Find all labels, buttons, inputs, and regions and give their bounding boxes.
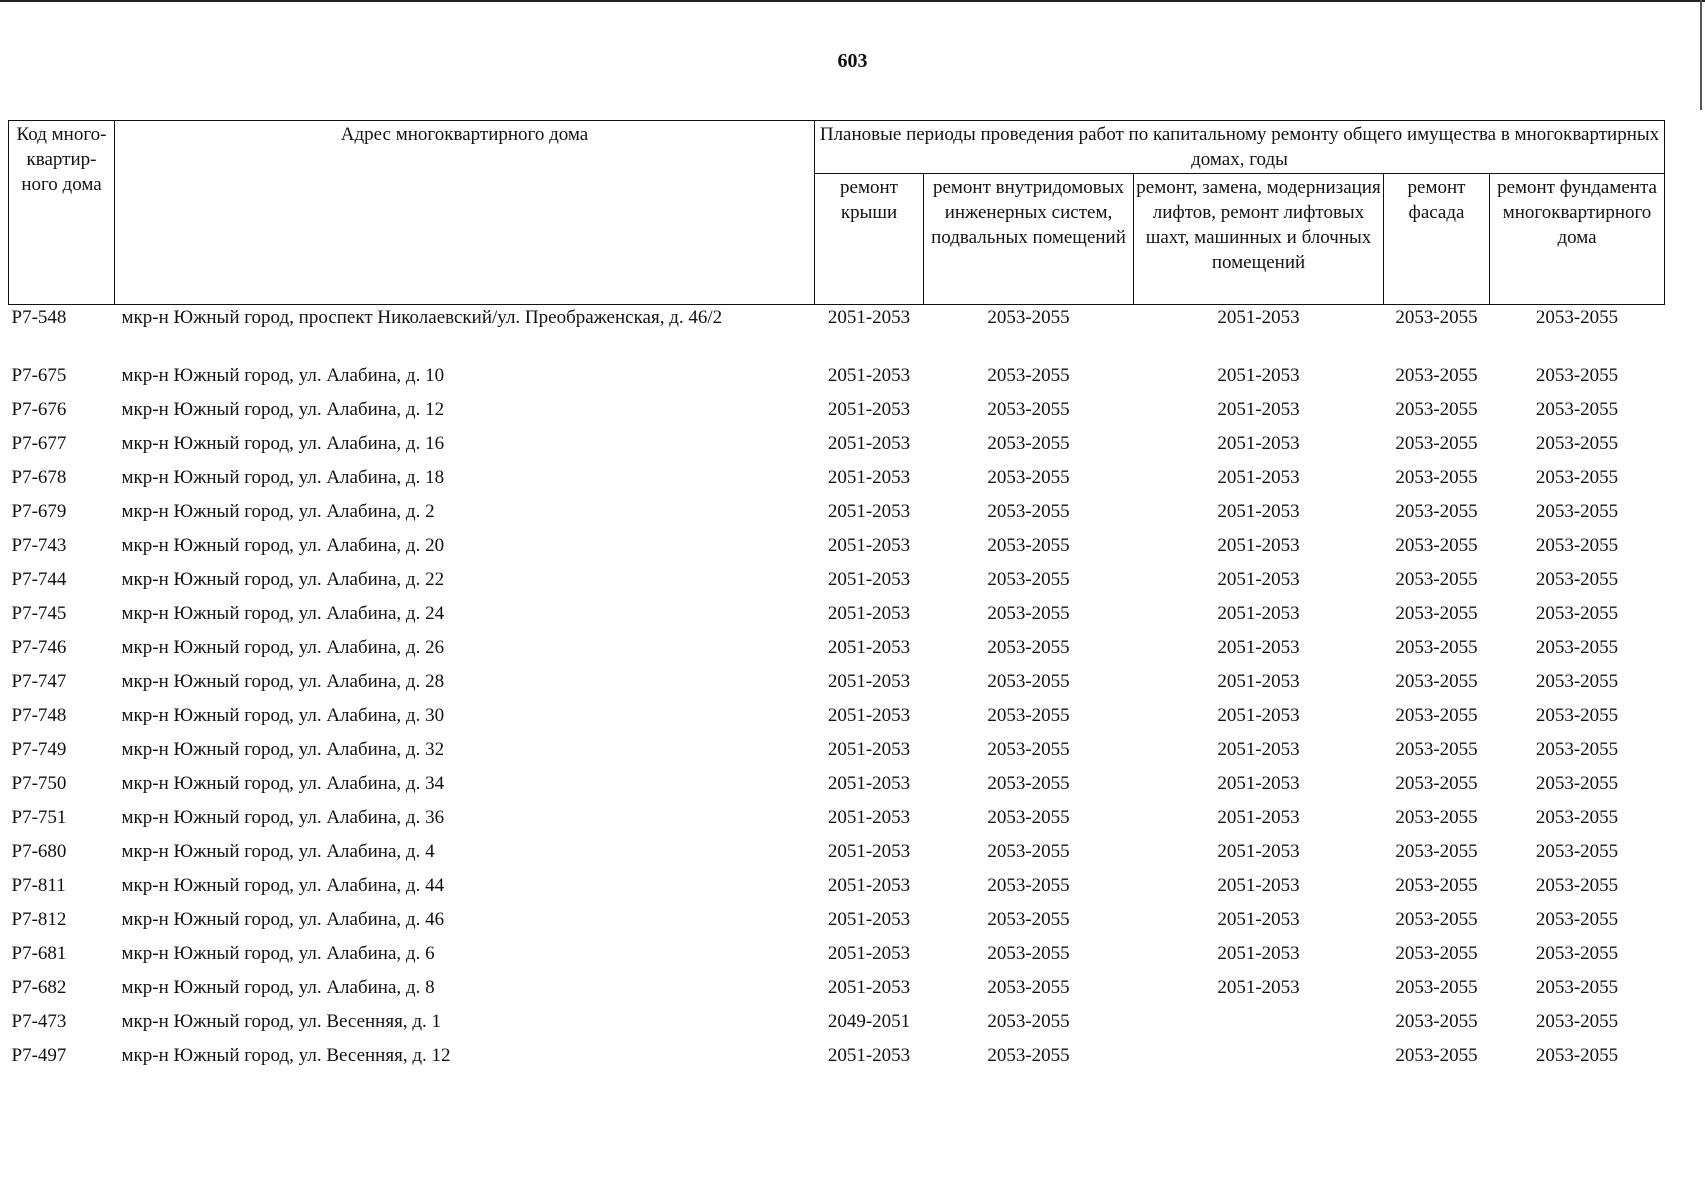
table-row (9, 495, 1665, 529)
engineering-period-cell: 2053-2055 (987, 977, 1070, 998)
foundation-period-cell: 2053-2055 (1535, 807, 1619, 828)
address-cell: мкр-н Южный город, ул. Алабина, д. 6 (121, 943, 435, 964)
lift-period-cell: 2051-2053 (1217, 399, 1300, 420)
engineering-period-cell: 2053-2055 (987, 807, 1070, 828)
facade-period-cell: 2053-2055 (1395, 569, 1478, 590)
lift-period-cell: 2051-2053 (1217, 943, 1300, 964)
engineering-period-cell: 2053-2055 (987, 569, 1070, 590)
address-cell: мкр-н Южный город, ул. Алабина, д. 18 (121, 467, 445, 488)
address-cell: мкр-н Южный город, ул. Алабина, д. 2 (121, 501, 435, 522)
lift-period-cell: 2051-2053 (1217, 535, 1300, 556)
foundation-period-cell: 2053-2055 (1535, 569, 1619, 590)
roof-period-cell: 2051-2053 (827, 501, 911, 522)
roof-period-cell: 2051-2053 (827, 535, 911, 556)
foundation-period-cell: 2053-2055 (1535, 535, 1619, 556)
engineering-period-cell: 2053-2055 (987, 1011, 1070, 1032)
roof-period-cell: 2051-2053 (827, 467, 911, 488)
capital-repair-schedule-table (8, 120, 1665, 1073)
facade-period-cell: 2053-2055 (1395, 637, 1478, 658)
building-code-cell: Р7-677 (11, 433, 67, 454)
roof-period-cell: 2051-2053 (827, 977, 911, 998)
facade-period-cell: 2053-2055 (1395, 671, 1478, 692)
table-row (9, 733, 1665, 767)
roof-period-cell: 2051-2053 (827, 841, 911, 862)
row-gap (9, 337, 1665, 359)
foundation-period-cell: 2053-2055 (1535, 399, 1619, 420)
building-code-cell: Р7-811 (11, 875, 66, 896)
facade-period-cell: 2053-2055 (1395, 1011, 1478, 1032)
header-engineering-systems: ремонт внутридомовых инженерных систем, подвальных помещений (924, 174, 1134, 305)
engineering-period-cell: 2053-2055 (987, 909, 1070, 930)
header-address: Адрес многоквартирного дома (115, 121, 815, 305)
roof-period-cell: 2051-2053 (827, 399, 911, 420)
table-row (9, 665, 1665, 699)
engineering-period-cell: 2053-2055 (987, 637, 1070, 658)
table-row (9, 597, 1665, 631)
roof-period-cell: 2051-2053 (827, 875, 911, 896)
building-code-cell: Р7-744 (11, 569, 67, 590)
roof-period-cell: 2051-2053 (827, 671, 911, 692)
address-cell: мкр-н Южный город, ул. Алабина, д. 30 (121, 705, 445, 726)
engineering-period-cell: 2053-2055 (987, 705, 1070, 726)
roof-period-cell: 2051-2053 (827, 637, 911, 658)
building-code-cell: Р7-751 (11, 807, 67, 828)
lift-period-cell (1134, 1005, 1384, 1039)
table-row (9, 631, 1665, 665)
lift-period-cell: 2051-2053 (1217, 467, 1300, 488)
building-code-cell: Р7-749 (11, 739, 67, 760)
building-code-cell: Р7-473 (11, 1011, 67, 1032)
foundation-period-cell: 2053-2055 (1535, 773, 1619, 794)
address-cell: мкр-н Южный город, ул. Алабина, д. 36 (121, 807, 445, 828)
roof-period-cell: 2051-2053 (827, 909, 911, 930)
facade-period-cell: 2053-2055 (1395, 841, 1478, 862)
engineering-period-cell: 2053-2055 (987, 365, 1070, 386)
building-code-cell: Р7-682 (11, 977, 67, 998)
lift-period-cell: 2051-2053 (1217, 365, 1300, 386)
table-row (9, 971, 1665, 1005)
foundation-period-cell: 2053-2055 (1535, 705, 1619, 726)
building-code-cell: Р7-743 (11, 535, 67, 556)
table-row (9, 393, 1665, 427)
lift-period-cell: 2051-2053 (1217, 433, 1300, 454)
lift-period-cell: 2051-2053 (1217, 569, 1300, 590)
address-cell: мкр-н Южный город, ул. Весенняя, д. 1 (121, 1011, 441, 1032)
table-row (9, 869, 1665, 903)
foundation-period-cell: 2053-2055 (1535, 467, 1619, 488)
lift-period-cell: 2051-2053 (1217, 705, 1300, 726)
address-cell: мкр-н Южный город, ул. Алабина, д. 8 (121, 977, 435, 998)
building-code-cell: Р7-680 (11, 841, 67, 862)
table-row (9, 359, 1665, 393)
table-row (9, 1005, 1665, 1039)
engineering-period-cell: 2053-2055 (987, 307, 1070, 328)
foundation-period-cell: 2053-2055 (1535, 943, 1619, 964)
facade-period-cell: 2053-2055 (1395, 603, 1478, 624)
roof-period-cell: 2051-2053 (827, 773, 911, 794)
lift-period-cell: 2051-2053 (1217, 307, 1300, 328)
engineering-period-cell: 2053-2055 (987, 501, 1070, 522)
lift-period-cell: 2051-2053 (1217, 807, 1300, 828)
engineering-period-cell: 2053-2055 (987, 399, 1070, 420)
address-cell: мкр-н Южный город, ул. Алабина, д. 44 (121, 875, 445, 896)
foundation-period-cell: 2053-2055 (1535, 671, 1619, 692)
foundation-period-cell: 2053-2055 (1535, 365, 1619, 386)
facade-period-cell: 2053-2055 (1395, 909, 1478, 930)
building-code-cell: Р7-678 (11, 467, 67, 488)
table-row (9, 699, 1665, 733)
table-row (9, 903, 1665, 937)
engineering-period-cell: 2053-2055 (987, 773, 1070, 794)
lift-period-cell: 2051-2053 (1217, 637, 1300, 658)
roof-period-cell: 2051-2053 (827, 307, 911, 328)
table-header (9, 121, 1665, 305)
address-cell: мкр-н Южный город, ул. Алабина, д. 16 (121, 433, 445, 454)
facade-period-cell: 2053-2055 (1395, 399, 1478, 420)
engineering-period-cell: 2053-2055 (987, 841, 1070, 862)
facade-period-cell: 2053-2055 (1395, 943, 1478, 964)
table-row (9, 305, 1665, 338)
table-row (9, 427, 1665, 461)
address-cell: мкр-н Южный город, ул. Алабина, д. 46 (121, 909, 445, 930)
lift-period-cell: 2051-2053 (1217, 773, 1300, 794)
building-code-cell: Р7-548 (11, 307, 67, 328)
foundation-period-cell: 2053-2055 (1535, 603, 1619, 624)
building-code-cell: Р7-679 (11, 501, 67, 522)
engineering-period-cell: 2053-2055 (987, 433, 1070, 454)
address-cell: мкр-н Южный город, ул. Алабина, д. 26 (121, 637, 445, 658)
address-cell: мкр-н Южный город, ул. Алабина, д. 28 (121, 671, 445, 692)
address-cell: мкр-н Южный город, ул. Алабина, д. 20 (121, 535, 445, 556)
table-row (9, 835, 1665, 869)
roof-period-cell: 2051-2053 (827, 943, 911, 964)
address-cell: мкр-н Южный город, ул. Алабина, д. 32 (121, 739, 445, 760)
lift-period-cell: 2051-2053 (1217, 501, 1300, 522)
table-row (9, 1039, 1665, 1073)
roof-period-cell: 2051-2053 (827, 365, 911, 386)
table-row (9, 563, 1665, 597)
lift-period-cell: 2051-2053 (1217, 977, 1300, 998)
facade-period-cell: 2053-2055 (1395, 875, 1478, 896)
foundation-period-cell: 2053-2055 (1535, 501, 1619, 522)
facade-period-cell: 2053-2055 (1395, 977, 1478, 998)
page-number: 603 (837, 50, 868, 72)
engineering-period-cell: 2053-2055 (987, 875, 1070, 896)
lift-period-cell: 2051-2053 (1217, 875, 1300, 896)
facade-period-cell: 2053-2055 (1395, 705, 1478, 726)
engineering-period-cell: 2053-2055 (987, 739, 1070, 760)
lift-period-cell: 2051-2053 (1217, 739, 1300, 760)
table-row (9, 767, 1665, 801)
roof-period-cell: 2049-2051 (827, 1011, 911, 1032)
address-cell: мкр-н Южный город, ул. Алабина, д. 12 (121, 399, 445, 420)
row-gap-cell (9, 337, 1665, 359)
building-code-cell: Р7-681 (11, 943, 67, 964)
facade-period-cell: 2053-2055 (1395, 807, 1478, 828)
building-code-cell: Р7-497 (11, 1045, 67, 1066)
foundation-period-cell: 2053-2055 (1535, 433, 1619, 454)
building-code-cell: Р7-750 (11, 773, 67, 794)
building-code-cell: Р7-748 (11, 705, 67, 726)
lift-period-cell: 2051-2053 (1217, 671, 1300, 692)
facade-period-cell: 2053-2055 (1395, 307, 1478, 328)
address-cell: мкр-н Южный город, ул. Алабина, д. 22 (121, 569, 445, 590)
engineering-period-cell: 2053-2055 (987, 603, 1070, 624)
foundation-period-cell: 2053-2055 (1535, 307, 1619, 328)
building-code-cell: Р7-676 (11, 399, 67, 420)
facade-period-cell: 2053-2055 (1395, 1045, 1478, 1066)
facade-period-cell: 2053-2055 (1395, 535, 1478, 556)
roof-period-cell: 2051-2053 (827, 569, 911, 590)
building-code-cell: Р7-812 (11, 909, 67, 930)
building-code-cell: Р7-746 (11, 637, 67, 658)
foundation-period-cell: 2053-2055 (1535, 977, 1619, 998)
engineering-period-cell: 2053-2055 (987, 535, 1070, 556)
header-planned-periods: Плановые периоды проведения работ по капитальному ремонту общего имущества в многоквартирных домах, годы (815, 121, 1665, 174)
address-cell: мкр-н Южный город, ул. Алабина, д. 24 (121, 603, 445, 624)
foundation-period-cell: 2053-2055 (1535, 909, 1619, 930)
header-lift-repair: ремонт, замена, модернизация лифтов, ремонт лифтовых шахт, машинных и блочных помещений (1134, 174, 1384, 305)
engineering-period-cell: 2053-2055 (987, 467, 1070, 488)
building-code-cell: Р7-745 (11, 603, 67, 624)
roof-period-cell: 2051-2053 (827, 603, 911, 624)
facade-period-cell: 2053-2055 (1395, 365, 1478, 386)
facade-period-cell: 2053-2055 (1395, 501, 1478, 522)
facade-period-cell: 2053-2055 (1395, 739, 1478, 760)
lift-period-cell: 2051-2053 (1217, 603, 1300, 624)
top-rule (0, 0, 1705, 2)
foundation-period-cell: 2053-2055 (1535, 637, 1619, 658)
roof-period-cell: 2051-2053 (827, 739, 911, 760)
engineering-period-cell: 2053-2055 (987, 1045, 1070, 1066)
header-building-code: Код много-квартир-ного дома (9, 121, 115, 305)
roof-period-cell: 2051-2053 (827, 705, 911, 726)
roof-period-cell: 2051-2053 (827, 433, 911, 454)
foundation-period-cell: 2053-2055 (1535, 1045, 1619, 1066)
building-code-cell: Р7-675 (11, 365, 67, 386)
foundation-period-cell: 2053-2055 (1535, 875, 1619, 896)
lift-period-cell (1134, 1039, 1384, 1073)
table-row (9, 461, 1665, 495)
facade-period-cell: 2053-2055 (1395, 467, 1478, 488)
roof-period-cell: 2051-2053 (827, 807, 911, 828)
address-cell: мкр-н Южный город, ул. Алабина, д. 10 (121, 365, 445, 386)
facade-period-cell: 2053-2055 (1395, 433, 1478, 454)
foundation-period-cell: 2053-2055 (1535, 739, 1619, 760)
engineering-period-cell: 2053-2055 (987, 671, 1070, 692)
foundation-period-cell: 2053-2055 (1535, 841, 1619, 862)
header-foundation-repair: ремонт фундамента многоквартирного дома (1490, 174, 1665, 305)
foundation-period-cell: 2053-2055 (1535, 1011, 1619, 1032)
address-cell: мкр-н Южный город, ул. Алабина, д. 4 (121, 841, 435, 862)
engineering-period-cell: 2053-2055 (987, 943, 1070, 964)
table-row (9, 937, 1665, 971)
table-row (9, 801, 1665, 835)
roof-period-cell: 2051-2053 (827, 1045, 911, 1066)
header-facade-repair: ремонт фасада (1384, 174, 1490, 305)
address-cell: мкр-н Южный город, проспект Николаевский/ул. Преображенская, д. 46/2 (121, 307, 723, 328)
table-body (9, 305, 1665, 1074)
facade-period-cell: 2053-2055 (1395, 773, 1478, 794)
building-code-cell: Р7-747 (11, 671, 67, 692)
lift-period-cell: 2051-2053 (1217, 841, 1300, 862)
table-row (9, 529, 1665, 563)
lift-period-cell: 2051-2053 (1217, 909, 1300, 930)
header-roof-repair: ремонт крыши (815, 174, 924, 305)
address-cell: мкр-н Южный город, ул. Алабина, д. 34 (121, 773, 445, 794)
address-cell: мкр-н Южный город, ул. Весенняя, д. 12 (121, 1045, 451, 1066)
